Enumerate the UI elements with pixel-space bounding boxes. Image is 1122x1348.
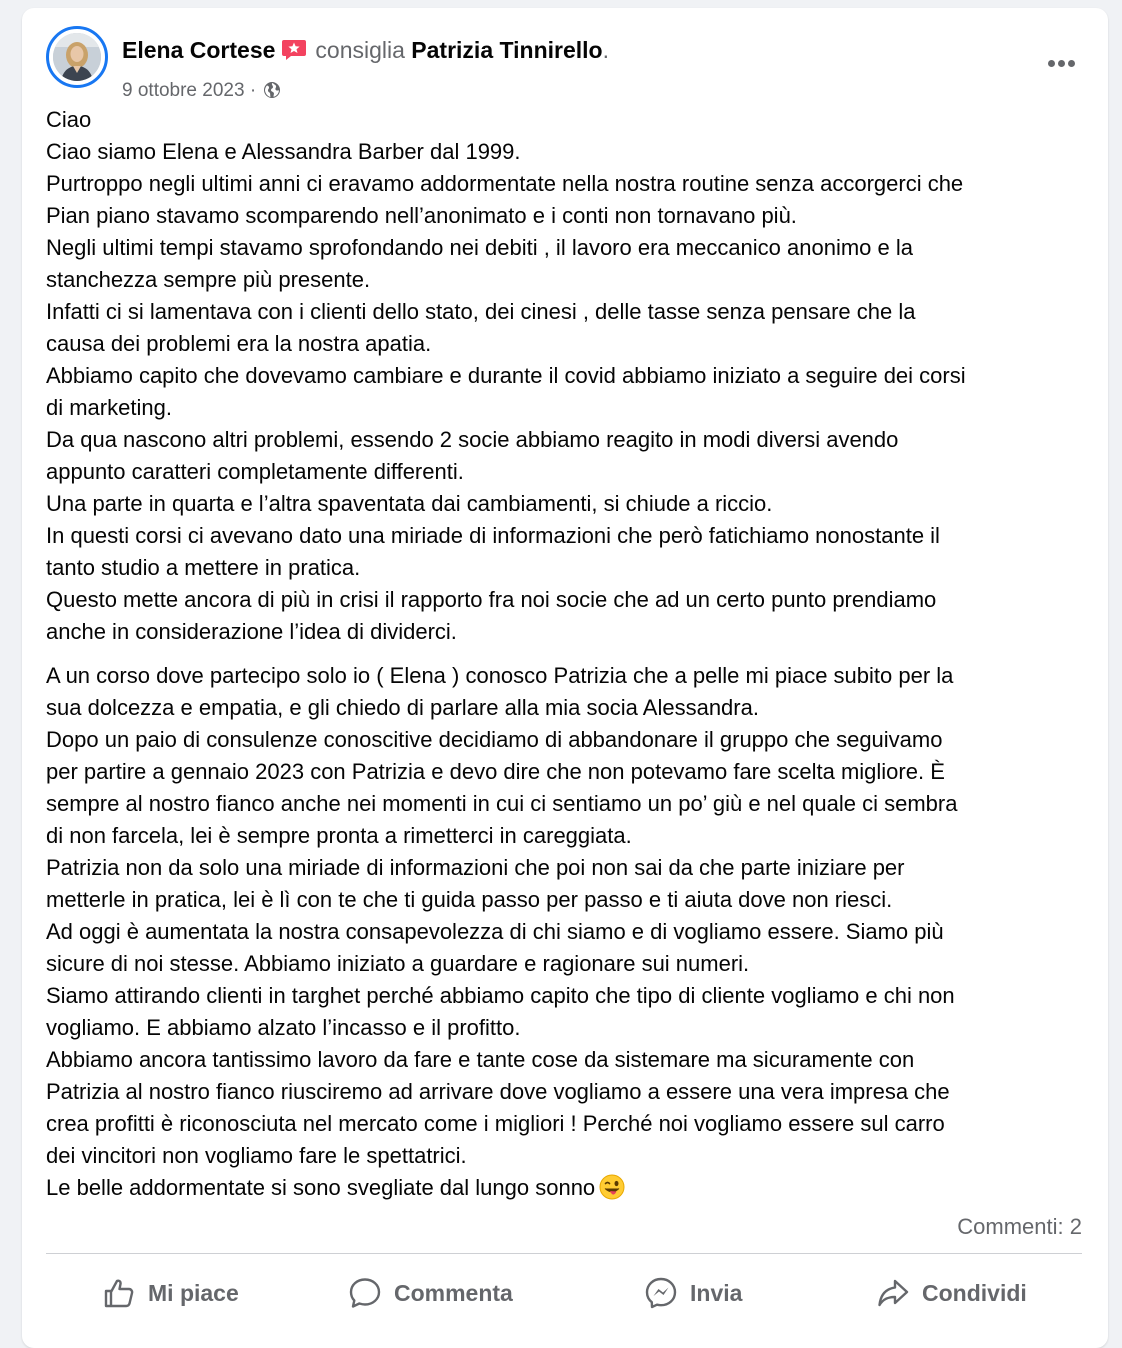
post-text-line	[46, 328, 1086, 360]
comments-count[interactable]: Commenti: 2	[957, 1214, 1082, 1239]
recommends-label: consiglia	[315, 37, 405, 63]
post-text: Ciao	[46, 107, 92, 132]
post-text-line	[46, 916, 1086, 948]
post-text-line	[46, 1140, 1086, 1172]
post-text-line	[46, 1012, 1086, 1044]
recommend-star-icon	[281, 39, 307, 61]
post-text: Purtroppo negli ultimi anni ci eravamo addormentate nella nostra routine senza accorgerci che	[46, 171, 964, 196]
post-text: causa dei problemi era la nostra apatia.	[46, 331, 432, 356]
post-text: Patrizia non da solo una miriade di informazioni che poi non sai da che parte iniziare per	[46, 855, 905, 880]
comment-icon	[348, 1276, 382, 1310]
actions-divider	[46, 1253, 1082, 1254]
post-text-line	[46, 692, 1086, 724]
post-text-line	[46, 852, 1086, 884]
post-card	[22, 8, 1108, 1348]
meta-separator: ·	[249, 80, 257, 101]
post-text: Siamo attirando clienti in targhet perché abbiamo capito che tipo di cliente vogliamo e chi non	[46, 983, 955, 1008]
avatar[interactable]	[46, 26, 108, 88]
post-text-line	[46, 756, 1086, 788]
post-text-line	[46, 520, 1086, 552]
post-text: Le belle addormentate si sono svegliate dal lungo sonno	[46, 1175, 596, 1200]
post-text: di marketing.	[46, 395, 172, 420]
post-text-line	[46, 1044, 1086, 1076]
post-text: Abbiamo capito che dovevamo cambiare e durante il covid abbiamo iniziato a seguire dei corsi	[46, 363, 966, 388]
post-text-line	[46, 552, 1086, 584]
share-button[interactable]	[876, 1260, 1027, 1326]
post-text-line	[46, 136, 1086, 168]
post-text: vogliamo. E abbiamo alzato l’incasso e il profitto.	[46, 1015, 521, 1040]
post-text-line	[46, 1076, 1086, 1108]
post-text-line	[46, 232, 1086, 264]
post-text-line	[46, 884, 1086, 916]
post-text-line	[46, 488, 1086, 520]
post-text: Negli ultimi tempi stavamo sprofondando nei debiti , il lavoro era meccanico anonimo e la	[46, 235, 914, 260]
post-text-line	[46, 584, 1086, 616]
post-text: dei vincitori non vogliamo fare le spettatrici.	[46, 1143, 467, 1168]
period: .	[602, 37, 609, 63]
post-text: tanto studio a mettere in pratica.	[46, 555, 361, 580]
post-text-line	[46, 820, 1086, 852]
comment-button[interactable]	[348, 1260, 513, 1326]
post-text-line	[46, 1108, 1086, 1140]
post-paragraph-1	[46, 104, 1086, 648]
post-paragraph-2	[46, 660, 1086, 1204]
messenger-icon	[644, 1276, 678, 1310]
post-text-line	[46, 980, 1086, 1012]
post-text-line	[46, 104, 1086, 136]
share-label: Condividi	[922, 1279, 1027, 1306]
post-text-line	[46, 948, 1086, 980]
post-text-line	[46, 296, 1086, 328]
post-text: Patrizia al nostro fianco riusciremo ad arrivare dove vogliamo a essere una vera impresa che	[46, 1079, 950, 1104]
recommended-page-name[interactable]: Patrizia Tinnirello	[411, 37, 603, 63]
post-text-line	[46, 1172, 1086, 1204]
like-button[interactable]	[102, 1260, 239, 1326]
post-text: crea profitti è riconosciuta nel mercato come i migliori ! Perché noi vogliamo essere sul carro	[46, 1111, 945, 1136]
send-label: Invia	[690, 1279, 743, 1306]
post-text: Infatti ci si lamentava con i clienti dello stato, dei cinesi , delle tasse senza pensare che la	[46, 299, 916, 324]
author-line	[122, 36, 609, 64]
post-body	[46, 104, 1086, 1204]
post-text: di non farcela, lei è sempre pronta a rimetterci in careggiata.	[46, 823, 632, 848]
post-text-line	[46, 456, 1086, 488]
post-meta	[122, 80, 281, 102]
post-text-line	[46, 168, 1086, 200]
post-header	[46, 26, 1084, 101]
post-text-line	[46, 616, 1086, 648]
post-text: A un corso dove partecipo solo io ( Elena ) conosco Patrizia che a pelle mi piace subito per la	[46, 663, 954, 688]
comment-label: Commenta	[394, 1279, 513, 1306]
post-text: In questi corsi ci avevano dato una miriade di informazioni che però fatichiamo nonostante il	[46, 523, 940, 548]
send-button[interactable]	[644, 1260, 742, 1326]
post-text: appunto caratteri completamente differenti.	[46, 459, 464, 484]
post-text: metterle in pratica, lei è lì con te che ti guida passo per passo e ti aiuta dove non riesci.	[46, 887, 893, 912]
post-text-line	[46, 660, 1086, 692]
globe-icon[interactable]	[263, 81, 281, 99]
post-text-line	[46, 788, 1086, 820]
post-text: Dopo un paio di consulenze conoscitive decidiamo di abbandonare il gruppo che seguivamo	[46, 727, 943, 752]
post-text: sempre al nostro fianco anche nei momenti in cui ci sentiamo un po’ giù e nel quale ci sembra	[46, 791, 958, 816]
share-icon	[876, 1276, 910, 1310]
like-label: Mi piace	[148, 1279, 239, 1306]
post-text: Ciao siamo Elena e Alessandra Barber dal 1999.	[46, 139, 521, 164]
post-text-line	[46, 200, 1086, 232]
post-text-line	[46, 360, 1086, 392]
post-text: Una parte in quarta e l’altra spaventata dai cambiamenti, si chiude a riccio.	[46, 491, 773, 516]
post-date[interactable]: 9 ottobre 2023	[122, 80, 245, 101]
post-text: Pian piano stavamo scomparendo nell’anonimato e i conti non tornavano più.	[46, 203, 797, 228]
post-actions	[46, 1260, 1082, 1326]
post-text: Da qua nascono altri problemi, essendo 2 socie abbiamo reagito in modi diversi avendo	[46, 427, 899, 452]
post-text: Questo mette ancora di più in crisi il rapporto fra noi socie che ad un certo punto prendiamo	[46, 587, 937, 612]
winking-tongue-emoji-icon	[599, 1174, 625, 1200]
post-text-line	[46, 264, 1086, 296]
more-options-icon[interactable]	[1040, 48, 1084, 78]
author-name[interactable]: Elena Cortese	[122, 37, 276, 63]
post-text-line	[46, 724, 1086, 756]
post-text: stanchezza sempre più presente.	[46, 267, 371, 292]
post-text-line	[46, 392, 1086, 424]
post-text: Abbiamo ancora tantissimo lavoro da fare e tante cose da sistemare ma sicuramente con	[46, 1047, 915, 1072]
post-text: per partire a gennaio 2023 con Patrizia e devo dire che non potevamo fare scelta migliore. È	[46, 759, 945, 784]
avatar-photo	[53, 33, 101, 81]
like-icon	[102, 1276, 136, 1310]
post-text: sua dolcezza e empatia, e gli chiedo di parlare alla mia socia Alessandra.	[46, 695, 759, 720]
post-text: Ad oggi è aumentata la nostra consapevolezza di chi siamo e di vogliamo essere. Siamo più	[46, 919, 944, 944]
post-text: sicure di noi stesse. Abbiamo iniziato a guardare e ragionare sui numeri.	[46, 951, 750, 976]
post-text-line	[46, 424, 1086, 456]
post-text: anche in considerazione l’idea di dividerci.	[46, 619, 457, 644]
